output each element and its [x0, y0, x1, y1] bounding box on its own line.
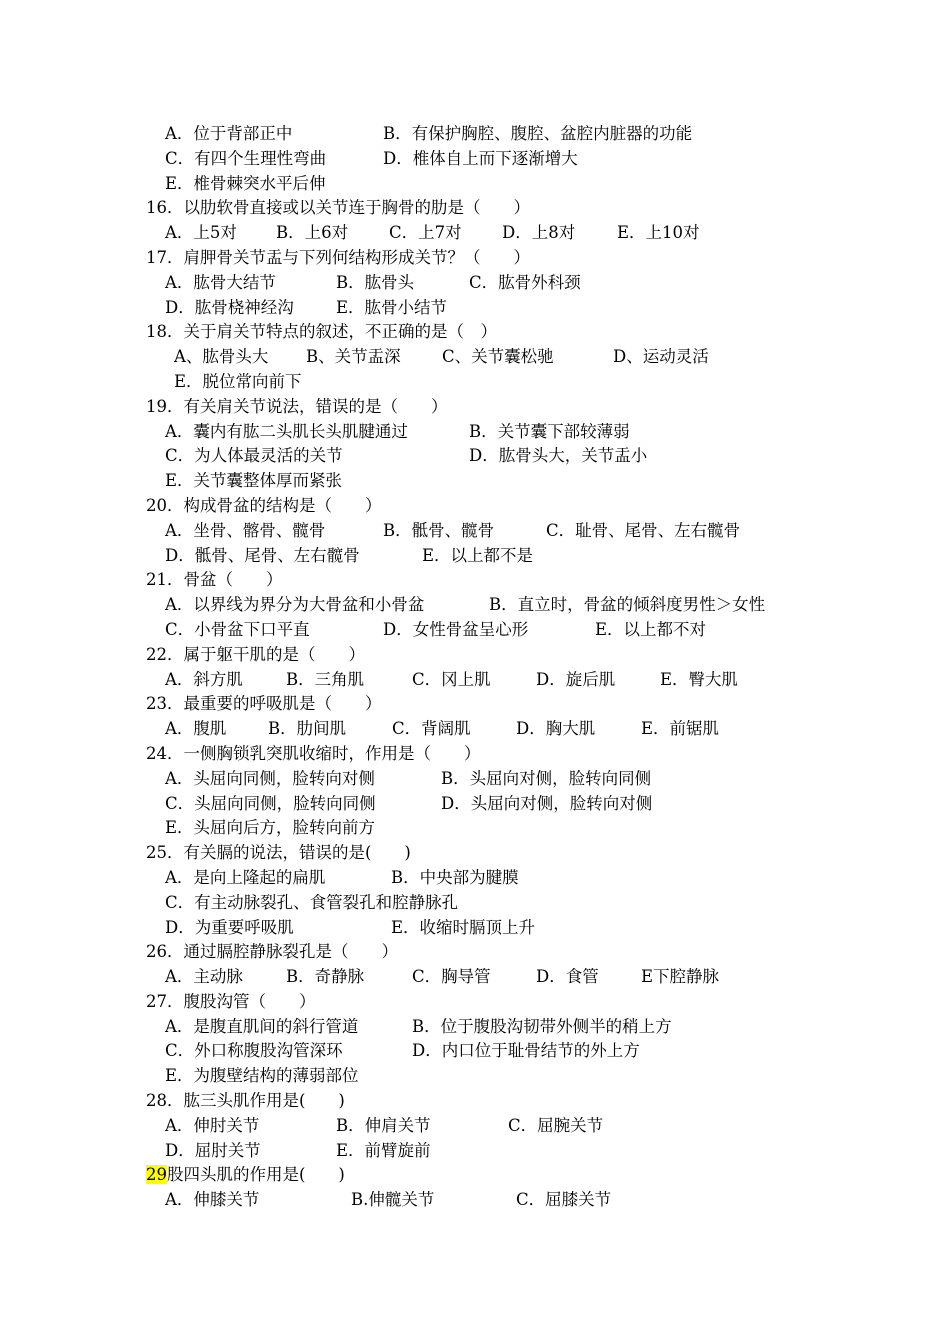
option-row — [0, 1039, 950, 1064]
answer-option: C．屈腕关节 — [508, 1115, 604, 1135]
question-stem — [0, 940, 950, 965]
question-stem — [0, 841, 950, 866]
option-row — [0, 916, 950, 941]
answer-option: E．收缩时膈顶上升 — [391, 917, 536, 937]
answer-option: B、关节盂深 — [306, 347, 401, 367]
question-number: 21． — [146, 570, 184, 590]
question-number: 16． — [146, 198, 184, 218]
question-text: 股四头肌的作用是( ) — [167, 1165, 345, 1185]
answer-option: A．坐骨、髂骨、髋骨 — [165, 520, 326, 540]
option-row — [0, 965, 950, 990]
question-number: 20． — [146, 495, 184, 515]
answer-option: B．肋间肌 — [268, 719, 347, 739]
answer-option: C．为人体最灵活的关节 — [165, 446, 343, 466]
question-text: 肱三头肌作用是( ) — [183, 1091, 345, 1111]
answer-option: E．以上都不是 — [422, 545, 534, 565]
option-row — [0, 1139, 950, 1164]
option-row — [0, 816, 950, 841]
answer-option: A、肱骨头大 — [174, 347, 269, 367]
question-text: 有关膈的说法，错误的是( ) — [183, 843, 411, 863]
answer-option: C．耻骨、尾骨、左右髋骨 — [546, 520, 741, 540]
answer-option: D．女性骨盆呈心形 — [383, 619, 529, 639]
option-row — [0, 271, 950, 296]
answer-option: B．直立时，骨盆的倾斜度男性＞女性 — [489, 595, 766, 615]
question-stem — [0, 742, 950, 767]
answer-option: D．内口位于耻骨结节的外上方 — [412, 1041, 640, 1061]
answer-option: B．关节囊下部较薄弱 — [469, 421, 630, 441]
question-stem — [0, 568, 950, 593]
option-row — [0, 891, 950, 916]
answer-option: A．伸膝关节 — [165, 1190, 260, 1210]
question-text: 构成骨盆的结构是（ ） — [183, 495, 382, 515]
answer-option: A．位于背部正中 — [165, 124, 293, 143]
answer-option: C．胸导管 — [412, 967, 491, 987]
answer-option: E．为腹壁结构的薄弱部位 — [165, 1066, 359, 1086]
answer-option: B．位于腹股沟韧带外侧半的稍上方 — [412, 1016, 672, 1036]
option-row — [0, 469, 950, 494]
answer-option: C．头屈向同侧，脸转向同侧 — [165, 793, 376, 813]
question-number: 29 — [146, 1165, 167, 1185]
answer-option: E．脱位常向前下 — [174, 371, 302, 391]
question-number: 18． — [146, 322, 184, 342]
option-row — [0, 172, 950, 197]
question-text: 最重要的呼吸肌是（ ） — [183, 694, 382, 714]
option-row — [0, 1015, 950, 1040]
answer-option: A．上5对 — [165, 223, 237, 243]
option-row — [0, 296, 950, 321]
question-text: 属于躯干肌的是（ ） — [183, 644, 365, 664]
option-row — [0, 147, 950, 172]
option-row — [0, 618, 950, 643]
answer-option: A．伸肘关节 — [165, 1115, 260, 1135]
answer-option: C．屈膝关节 — [516, 1190, 612, 1210]
answer-option: B．头屈向对侧，脸转向同侧 — [441, 768, 652, 788]
question-number: 23． — [146, 694, 184, 714]
question-number: 22． — [146, 644, 184, 664]
answer-option: C．背阔肌 — [392, 719, 471, 739]
question-stem — [0, 990, 950, 1015]
answer-option: B．骶骨、髋骨 — [383, 520, 495, 540]
option-row — [0, 717, 950, 742]
question-number: 27． — [146, 991, 184, 1011]
question-text: 有关肩关节说法，错误的是（ ） — [183, 396, 448, 416]
answer-option: E．前锯肌 — [641, 719, 720, 739]
question-stem — [0, 1089, 950, 1114]
question-number: 25． — [146, 843, 184, 863]
answer-option: A．斜方肌 — [165, 669, 243, 689]
option-row — [0, 544, 950, 569]
option-row — [0, 1188, 950, 1213]
question-stem — [0, 320, 950, 345]
option-row — [0, 519, 950, 544]
option-row — [0, 866, 950, 891]
answer-option: B．中央部为腱膜 — [391, 867, 519, 887]
answer-option: B．有保护胸腔、腹腔、盆腔内脏器的功能 — [383, 124, 693, 143]
answer-option: A．是向上隆起的扁肌 — [165, 867, 326, 887]
question-number: 17． — [146, 247, 184, 267]
answer-option: D．上8对 — [502, 223, 576, 243]
answer-option: C．上7对 — [389, 223, 462, 243]
answer-option: D．胸大肌 — [516, 719, 596, 739]
option-row — [0, 792, 950, 817]
answer-option: A．腹肌 — [165, 719, 227, 739]
answer-option: A．主动脉 — [165, 967, 243, 987]
option-row — [0, 1064, 950, 1089]
answer-option: A．是腹直肌间的斜行管道 — [165, 1016, 359, 1036]
answer-option: B．伸肩关节 — [336, 1115, 431, 1135]
answer-option: C．外口称腹股沟管深环 — [165, 1041, 343, 1061]
answer-option: D．头屈向对侧，脸转向对侧 — [441, 793, 653, 813]
answer-option: C．冈上肌 — [412, 669, 491, 689]
question-text: 骨盆（ ） — [183, 570, 283, 590]
option-row — [0, 420, 950, 445]
answer-option: E．臀大肌 — [660, 669, 739, 689]
answer-option: B．奇静脉 — [286, 967, 365, 987]
answer-option: C、关节囊松驰 — [442, 347, 554, 367]
answer-option: D．屈肘关节 — [165, 1140, 261, 1160]
option-row — [0, 444, 950, 469]
option-row — [0, 593, 950, 618]
answer-option: C．肱骨外科颈 — [469, 272, 581, 292]
answer-option: C．有主动脉裂孔、食管裂孔和腔静脉孔 — [165, 892, 459, 912]
question-number: 24． — [146, 743, 184, 763]
question-list — [0, 122, 950, 1213]
answer-option: E．肱骨小结节 — [336, 297, 448, 317]
answer-option: D．骶骨、尾骨、左右髋骨 — [165, 545, 360, 565]
answer-option: A．囊内有肱二头肌长头肌腱通过 — [165, 421, 408, 441]
option-row — [0, 370, 950, 395]
answer-option: E．以上都不对 — [595, 619, 707, 639]
question-text: 以肋软骨直接或以关节连于胸骨的肋是（ ） — [183, 198, 530, 218]
answer-option: E．椎骨棘突水平后伸 — [165, 173, 326, 193]
option-row — [0, 345, 950, 370]
answer-option: D．食管 — [536, 967, 599, 987]
question-stem — [0, 494, 950, 519]
option-row — [0, 767, 950, 792]
answer-option: A．头屈向同侧，脸转向对侧 — [165, 768, 375, 788]
answer-option: C．小骨盆下口平直 — [165, 619, 310, 639]
question-stem — [0, 1163, 950, 1188]
question-stem — [0, 643, 950, 668]
answer-option: D．为重要呼吸肌 — [165, 917, 294, 937]
answer-option: D．椎体自上而下逐渐增大 — [383, 148, 578, 168]
question-stem — [0, 395, 950, 420]
question-text: 通过膈腔静脉裂孔是（ ） — [183, 942, 398, 962]
answer-option: D、运动灵活 — [613, 347, 709, 367]
question-text: 关于肩关节特点的叙述，不正确的是（ ） — [183, 322, 497, 342]
question-text: 一侧胸锁乳突肌收缩时，作用是（ ） — [183, 743, 481, 763]
question-number: 26． — [146, 942, 184, 962]
option-row — [0, 1114, 950, 1139]
answer-option: E．上10对 — [617, 223, 700, 243]
answer-option: A．以界线为界分为大骨盆和小骨盆 — [165, 595, 425, 615]
answer-option: E．前臂旋前 — [336, 1140, 431, 1160]
answer-option: B．肱骨头 — [336, 272, 415, 292]
question-text: 腹股沟管（ ） — [183, 991, 316, 1011]
answer-option: B．上6对 — [276, 223, 349, 243]
option-row — [0, 221, 950, 246]
answer-option: D．旋后肌 — [536, 669, 616, 689]
option-row — [0, 668, 950, 693]
answer-option: D．肱骨桡神经沟 — [165, 297, 294, 317]
answer-option: B.伸髋关节 — [351, 1190, 435, 1210]
answer-option: E下腔静脉 — [641, 967, 720, 987]
question-stem — [0, 196, 950, 221]
question-stem — [0, 692, 950, 717]
answer-option: A．肱骨大结节 — [165, 272, 276, 292]
option-row — [0, 122, 950, 147]
answer-option: E．关节囊整体厚而紧张 — [165, 471, 343, 491]
question-stem — [0, 246, 950, 271]
question-number: 19． — [146, 396, 184, 416]
answer-option: B．三角肌 — [286, 669, 365, 689]
answer-option: D．肱骨头大，关节盂小 — [469, 446, 648, 466]
question-text: 肩胛骨关节盂与下列何结构形成关节？（ ） — [183, 247, 530, 267]
question-number: 28． — [146, 1091, 184, 1111]
answer-option: C．有四个生理性弯曲 — [165, 148, 327, 168]
answer-option: E．头屈向后方，脸转向前方 — [165, 818, 376, 838]
